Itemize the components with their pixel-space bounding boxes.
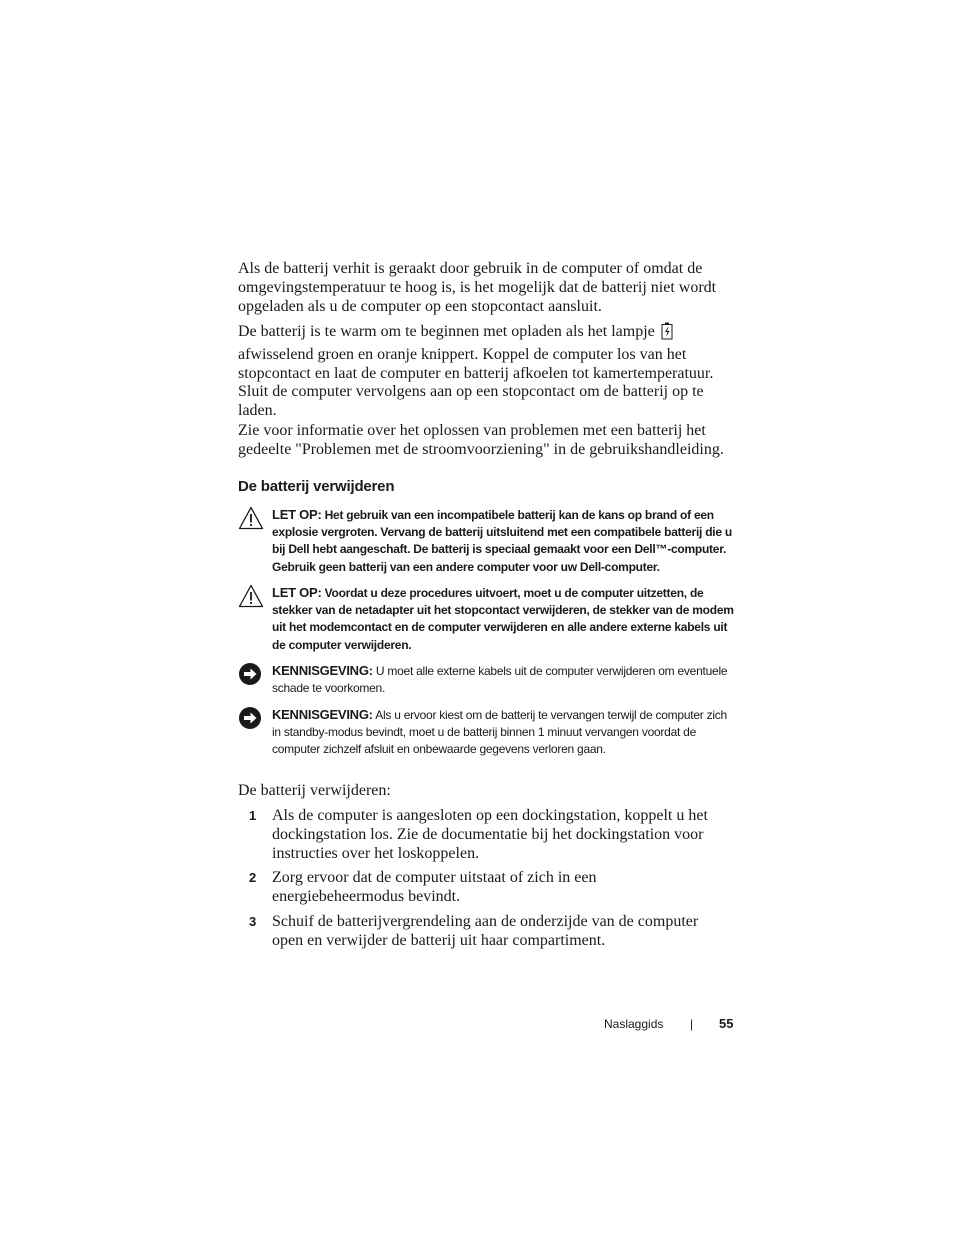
step-number: 3	[249, 914, 257, 929]
caution-notice-disconnect-before-procedure	[238, 584, 738, 656]
warning-triangle-icon	[238, 584, 264, 608]
procedure-step-1	[238, 807, 738, 865]
step-number: 2	[249, 870, 257, 885]
step-text: Schuif de batterijvergrendeling aan de onderzijde van de computer open en verwijder de batterij uit haar compartiment.	[272, 913, 699, 949]
intro-paragraph-troubleshooting-reference: Zie voor informatie over het oplossen van problemen met een batterij het gedeelte "Problemen met de stroomvoorziening" in de gebruikshandleiding.	[238, 422, 724, 458]
step-number: 1	[249, 808, 257, 823]
paragraph-text-before-icon: De batterij is te warm om te beginnen met opladen als het lampje	[238, 323, 655, 340]
procedure-step-2	[238, 869, 738, 909]
notice-text: U moet alle externe kabels uit de computer verwijderen om eventuele schade te voorkomen.	[272, 664, 728, 696]
intro-paragraph-overheated-battery: Als de batterij verhit is geraakt door gebruik in de computer of omdat de omgevingstemperatuur te hoog is, is het mogelijk dat de batterij niet wordt opgeladen als u de computer op een stopcontact aansluit.	[238, 260, 717, 315]
page-number: 55	[719, 1016, 734, 1031]
notice-remove-external-cables	[238, 662, 738, 698]
footer-section-name: Naslaggids	[604, 1017, 664, 1031]
notice-arrow-icon	[238, 706, 264, 730]
procedure-step-3	[238, 913, 738, 953]
step-text: Zorg ervoor dat de computer uitstaat of zich in een energiebeheermodus bevindt.	[272, 869, 597, 905]
notice-arrow-icon	[238, 662, 264, 686]
paragraph-text-after-icon: afwisselend groen en oranje knippert. Koppel de computer los van het stopcontact en laat de computer en batterij afkoelen tot kamertemperatuur. Sluit de computer vervolgens aan op een stopcontact om de batterij op te laden.	[238, 345, 714, 420]
section-heading: De batterij verwijderen	[238, 478, 395, 495]
footer-separator: |	[690, 1017, 694, 1031]
battery-status-light-icon	[661, 322, 673, 346]
caution-text: Voordat u deze procedures uitvoert, moet u de computer uitzetten, de stekker van de netadapter uit het stopcontact verwijderen, de stekker van de modem uit het modemcontact en de computer verwijderen en alle andere externe kabels uit de computer verwijderen.	[272, 586, 734, 652]
notice-text: Als u ervoor kiest om de batterij te vervangen terwijl de computer zich in standby-modus bevindt, moet u de batterij binnen 1 minuut vervangen voordat de computer zichzelf afsluit en onbewaarde gegevens verloren gaan.	[272, 708, 727, 757]
caution-text: Het gebruik van een incompatibele batterij kan de kans op brand of een explosie vergroten. Vervang de batterij uitsluitend met een compatibele batterij die u bij Dell hebt aangeschaft. De batterij is speciaal gemaakt voor een Dell™-computer. Gebruik geen batterij van een andere computer voor uw Dell-computer.	[272, 508, 732, 574]
notice-standby-battery-replacement	[238, 706, 738, 776]
caution-label: LET OP:	[272, 507, 322, 522]
caution-notice-incompatible-battery	[238, 506, 738, 578]
step-text: Als de computer is aangesloten op een dockingstation, koppelt u het dockingstation los. Zie de documentatie bij het dockingstation voor instructies over het loskoppelen.	[272, 807, 708, 862]
notice-label: KENNISGEVING:	[272, 707, 373, 722]
intro-paragraph-battery-too-warm	[238, 322, 738, 421]
procedure-intro: De batterij verwijderen:	[238, 782, 391, 799]
caution-label: LET OP:	[272, 585, 322, 600]
warning-triangle-icon	[238, 506, 264, 530]
notice-label: KENNISGEVING:	[272, 663, 373, 678]
